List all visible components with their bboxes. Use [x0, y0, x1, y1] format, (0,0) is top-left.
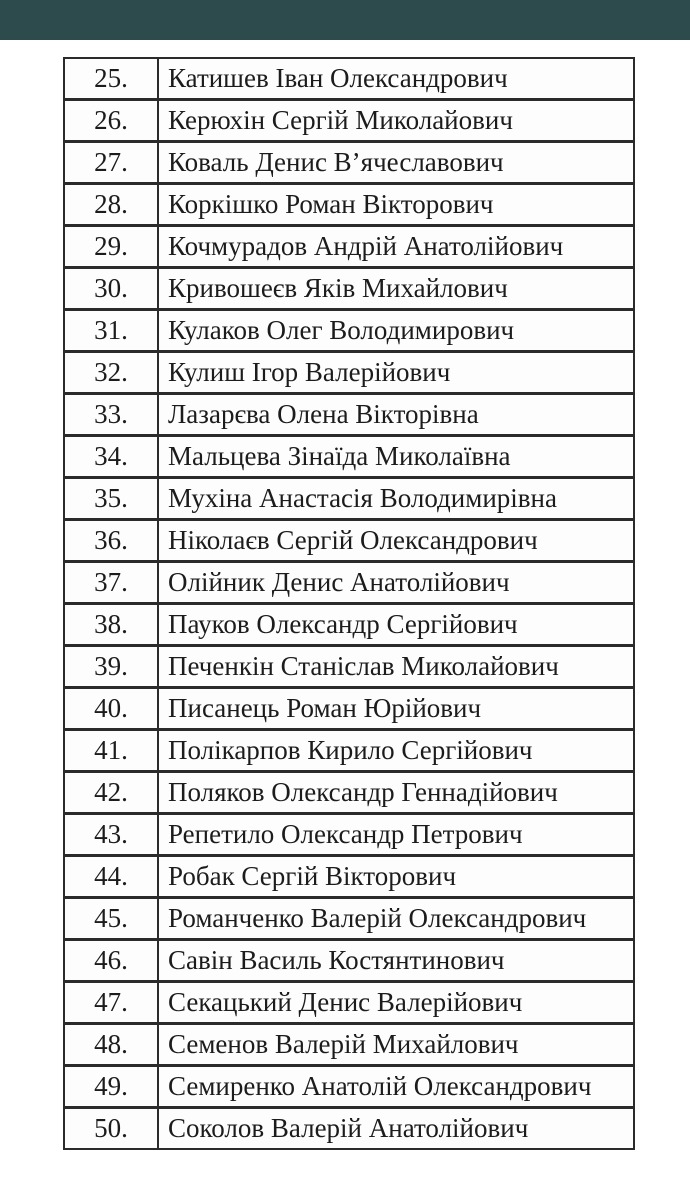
table-row — [63, 141, 635, 184]
row-name-cell: Пауков Олександр Сергійович — [168, 609, 518, 639]
table-row — [63, 855, 635, 898]
row-number-cell: 39. — [65, 647, 159, 686]
row-name-cell: Печенкін Станіслав Миколайович — [168, 651, 559, 681]
row-name-cell: Мальцева Зінаїда Миколаївна — [168, 441, 511, 471]
row-number-cell: 47. — [65, 983, 159, 1022]
row-name-cell: Кривошеєв Яків Михайлович — [168, 273, 508, 303]
row-name-cell: Кулаков Олег Володимирович — [168, 315, 515, 345]
table-row — [63, 57, 635, 100]
row-name-cell: Романченко Валерій Олександрович — [168, 903, 587, 933]
row-number-cell: 34. — [65, 437, 159, 476]
table-row — [63, 561, 635, 604]
row-name-cell: Поляков Олександр Геннадійович — [168, 777, 558, 807]
table-row — [63, 309, 635, 352]
row-name-cell: Коркішко Роман Вікторович — [168, 189, 494, 219]
row-name-cell: Робак Сергій Вікторович — [168, 861, 457, 891]
row-name-cell: Лазарєва Олена Вікторівна — [168, 399, 479, 429]
row-number-cell: 44. — [65, 857, 159, 896]
row-name-cell: Репетило Олександр Петрович — [168, 819, 523, 849]
table-row — [63, 897, 635, 940]
row-name-cell: Секацький Денис Валерійович — [168, 987, 523, 1017]
row-number-cell: 31. — [65, 311, 159, 350]
table-row — [63, 225, 635, 268]
table-row — [63, 477, 635, 520]
row-name-cell: Полікарпов Кирило Сергійович — [168, 735, 533, 765]
table-row — [63, 435, 635, 478]
row-number-cell: 30. — [65, 269, 159, 308]
row-name-cell: Керюхін Сергій Миколайович — [168, 105, 513, 135]
table-row — [63, 603, 635, 646]
table-row — [63, 729, 635, 772]
row-number-cell: 49. — [65, 1067, 159, 1106]
row-number-cell: 46. — [65, 941, 159, 980]
row-name-cell: Семенов Валерій Михайлович — [168, 1029, 519, 1059]
row-name-cell: Ніколаєв Сергій Олександрович — [168, 525, 538, 555]
row-name-cell: Мухіна Анастасія Володимирівна — [168, 483, 557, 513]
row-number-cell: 38. — [65, 605, 159, 644]
table-row — [63, 351, 635, 394]
table-row — [63, 393, 635, 436]
row-number-cell: 42. — [65, 773, 159, 812]
table-row — [63, 687, 635, 730]
row-number-cell: 36. — [65, 521, 159, 560]
row-number-cell: 45. — [65, 899, 159, 938]
names-table — [63, 57, 635, 1150]
row-number-cell: 37. — [65, 563, 159, 602]
row-number-cell: 48. — [65, 1025, 159, 1064]
table-row — [63, 939, 635, 982]
row-name-cell: Катишев Іван Олександрович — [168, 63, 508, 93]
row-number-cell: 50. — [65, 1109, 159, 1148]
row-number-cell: 35. — [65, 479, 159, 518]
row-name-cell: Олійник Денис Анатолійович — [168, 567, 510, 597]
row-number-cell: 27. — [65, 143, 159, 182]
table-row — [63, 645, 635, 688]
row-number-cell: 32. — [65, 353, 159, 392]
row-number-cell: 33. — [65, 395, 159, 434]
row-name-cell: Семиренко Анатолій Олександрович — [168, 1071, 592, 1101]
row-number-cell: 28. — [65, 185, 159, 224]
row-number-cell: 43. — [65, 815, 159, 854]
row-name-cell: Кочмурадов Андрій Анатолійович — [168, 231, 564, 261]
table-row — [63, 1023, 635, 1066]
table-row — [63, 99, 635, 142]
row-name-cell: Кулиш Ігор Валерійович — [168, 357, 451, 387]
row-name-cell: Соколов Валерій Анатолійович — [168, 1113, 529, 1143]
table-row — [63, 771, 635, 814]
header-bar — [0, 0, 690, 40]
table-row — [63, 519, 635, 562]
row-name-cell: Коваль Денис В’ячеславович — [168, 147, 504, 177]
table-row — [63, 813, 635, 856]
row-number-cell: 41. — [65, 731, 159, 770]
row-name-cell: Савін Василь Костянтинович — [168, 945, 505, 975]
row-number-cell: 29. — [65, 227, 159, 266]
table-row — [63, 267, 635, 310]
table-row — [63, 1065, 635, 1108]
row-name-cell: Писанець Роман Юрійович — [168, 693, 482, 723]
row-number-cell: 26. — [65, 101, 159, 140]
row-number-cell: 40. — [65, 689, 159, 728]
table-row — [63, 183, 635, 226]
row-number-cell: 25. — [65, 59, 159, 98]
table-row — [63, 1107, 635, 1150]
table-row — [63, 981, 635, 1024]
